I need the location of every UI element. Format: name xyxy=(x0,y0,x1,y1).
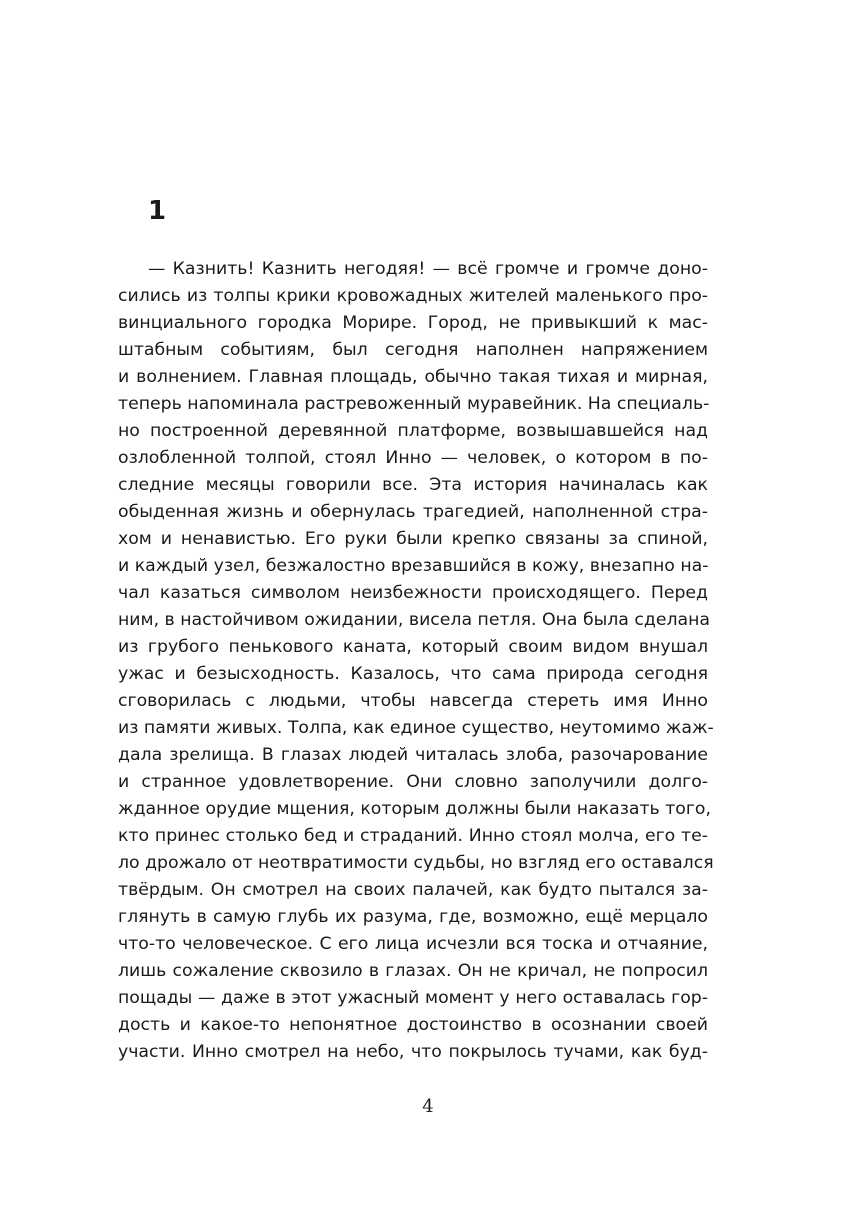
text-line: лишь сожаление сквозило в глазах. Он не кричал, не попросил xyxy=(118,961,708,981)
chapter-number: 1 xyxy=(148,196,167,226)
text-line: что-то человеческое. С его лица исчезли вся тоска и отчаяние, xyxy=(118,934,708,954)
text-line: ло дрожало от неотвратимости судьбы, но взгляд его оставался xyxy=(118,853,714,873)
text-line: но построенной деревянной платформе, возвышавшейся над xyxy=(118,421,708,441)
text-line: озлобленной толпой, стоял Инно — человек, о котором в по- xyxy=(118,448,708,468)
chapter-body-text xyxy=(118,256,714,1066)
text-line: и каждый узел, безжалостно врезавшийся в кожу, внезапно на- xyxy=(118,556,709,576)
text-line: теперь напоминала растревоженный муравейник. На специаль- xyxy=(118,394,710,414)
text-line: штабным событиям, был сегодня наполнен напряжением xyxy=(118,340,708,360)
text-line: сились из толпы крики кровожадных жителей маленького про- xyxy=(118,286,708,306)
text-line: и странное удовлетворение. Они словно заполучили долго- xyxy=(118,772,708,792)
text-line: из грубого пенькового каната, который своим видом внушал xyxy=(118,637,708,657)
text-line: обыденная жизнь и обернулась трагедией, наполненной стра- xyxy=(118,502,708,522)
text-line: из памяти живых. Толпа, как единое существо, неутомимо жаж- xyxy=(118,718,714,738)
text-line: ним, в настойчивом ожидании, висела петля. Она была сделана xyxy=(118,610,711,630)
text-line: глянуть в самую глубь их разума, где, возможно, ещё мерцало xyxy=(118,907,708,927)
text-line: чал казаться символом неизбежности происходящего. Перед xyxy=(118,583,708,603)
text-line: и волнением. Главная площадь, обычно такая тихая и мирная, xyxy=(118,367,708,387)
text-line: твёрдым. Он смотрел на своих палачей, как будто пытался за- xyxy=(118,880,708,900)
text-line: дость и какое-то непонятное достоинство в осознании своей xyxy=(118,1015,708,1035)
text-line: — Казнить! Казнить негодяя! — всё громче и громче доно- xyxy=(148,259,708,279)
text-line: винциального городка Морире. Город, не привыкший к мас- xyxy=(118,313,708,333)
text-line: ужас и безысходность. Казалось, что сама природа сегодня xyxy=(118,664,708,684)
text-line: пощады — даже в этот ужасный момент у него оставалась гор- xyxy=(118,988,708,1008)
text-line: следние месяцы говорили все. Эта история начиналась как xyxy=(118,475,708,495)
text-line: участи. Инно смотрел на небо, что покрылось тучами, как буд- xyxy=(118,1042,708,1062)
text-line: дала зрелища. В глазах людей читалась злоба, разочарование xyxy=(118,745,708,765)
text-line: сговорилась с людьми, чтобы навсегда стереть имя Инно xyxy=(118,691,708,711)
text-line: хом и ненавистью. Его руки были крепко связаны за спиной, xyxy=(118,529,708,549)
text-line: кто принес столько бед и страданий. Инно стоял молча, его те- xyxy=(118,826,708,846)
page-number: 4 xyxy=(422,1096,434,1117)
text-line: жданное орудие мщения, которым должны были наказать того, xyxy=(118,799,711,819)
